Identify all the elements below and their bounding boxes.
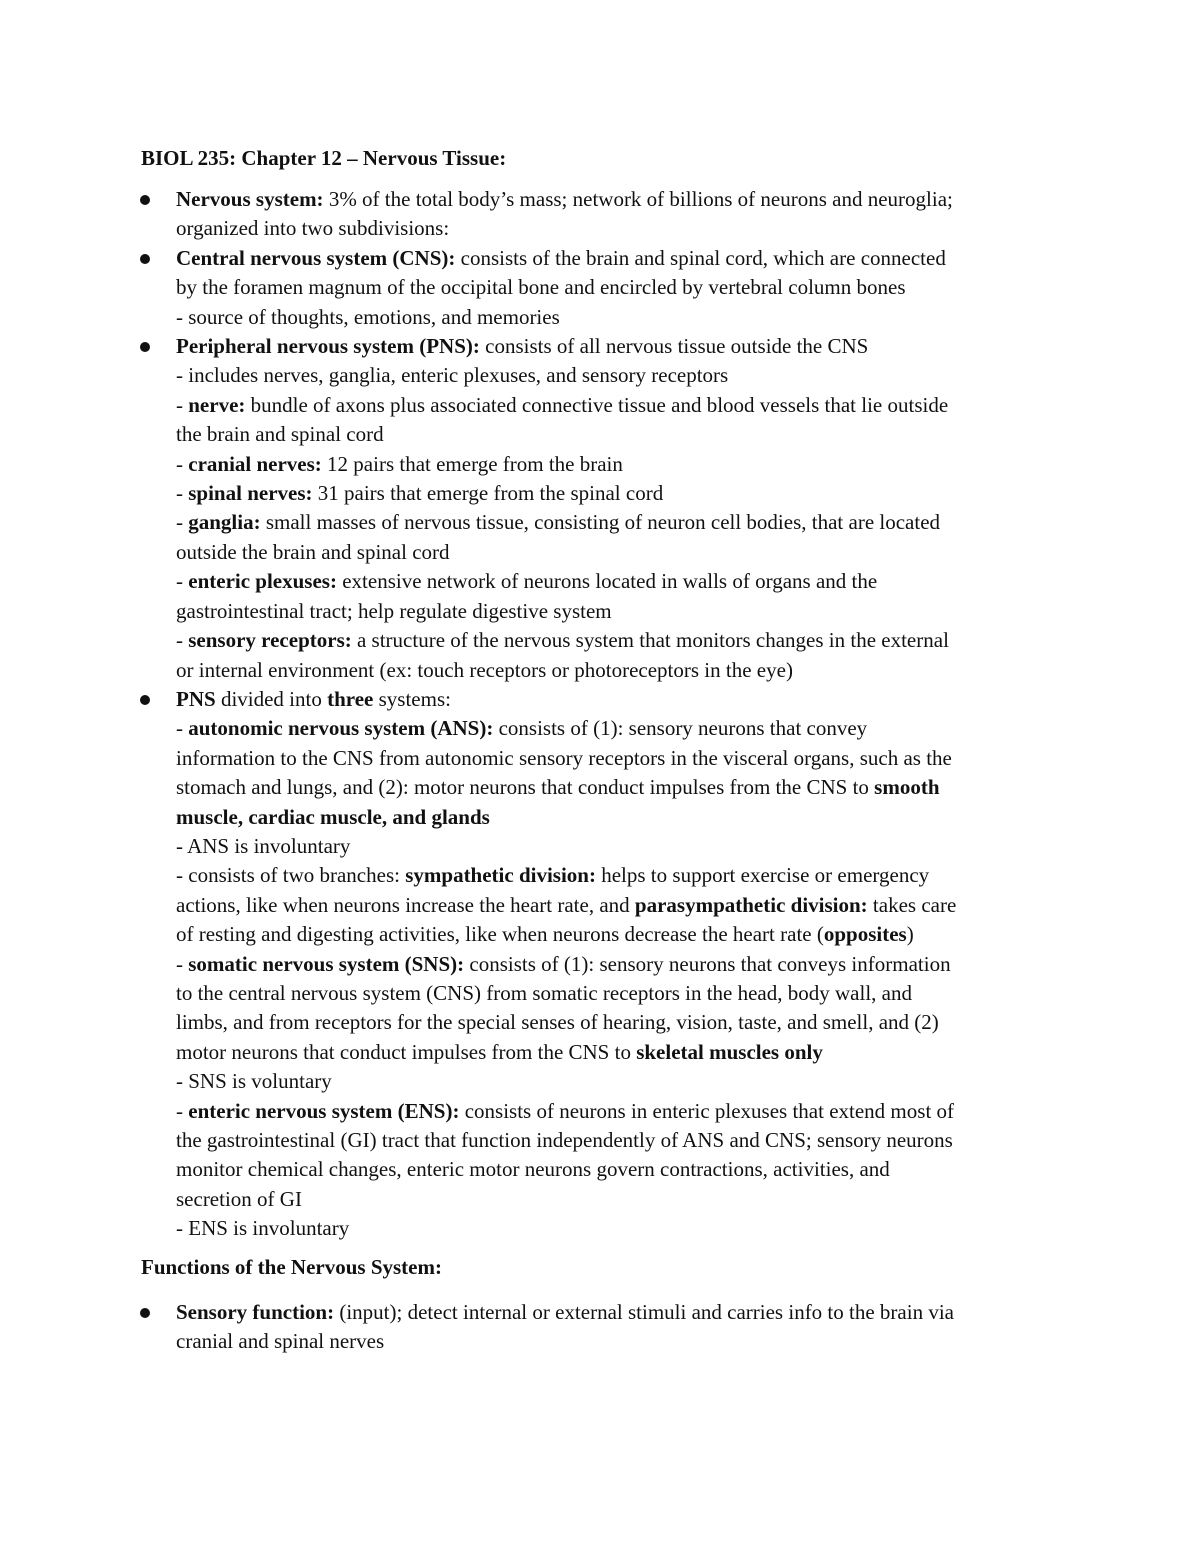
text-line xyxy=(176,214,1076,243)
bold-term: sympathetic division: xyxy=(405,863,596,888)
text-run: small masses of nervous tissue, consisting of neuron cell bodies, that are located xyxy=(260,510,941,535)
text-run: or internal environment (ex: touch receptors or photoreceptors in the eye) xyxy=(176,657,793,682)
bold-term: sensory receptors: xyxy=(188,628,352,653)
text-line xyxy=(176,361,1076,390)
text-line xyxy=(176,979,1076,1008)
text-line xyxy=(176,450,1076,479)
text-run: information to the CNS from autonomic sensory receptors in the visceral organs, such as the xyxy=(176,745,952,770)
text-line xyxy=(176,1155,1076,1184)
text-line xyxy=(176,391,1076,420)
text-run: 12 pairs that emerge from the brain xyxy=(321,451,623,476)
text-run: - xyxy=(176,628,189,653)
bold-term: spinal nerves: xyxy=(188,481,313,506)
text-line xyxy=(176,1097,1076,1126)
functions-heading: Functions of the Nervous System: xyxy=(141,1255,442,1279)
text-run: - xyxy=(176,392,189,417)
text-run: limbs, and from receptors for the special senses of hearing, vision, taste, and smell, and (2) xyxy=(176,1010,939,1035)
text-run: - xyxy=(176,1098,189,1123)
text-run: 31 pairs that emerge from the spinal cord xyxy=(312,481,664,506)
bold-term: parasympathetic division: xyxy=(634,892,868,917)
text-run: gastrointestinal tract; help regulate digestive system xyxy=(176,598,612,623)
text-run: motor neurons that conduct impulses from the CNS to xyxy=(176,1039,637,1064)
text-line xyxy=(176,891,1076,920)
text-run: secretion of GI xyxy=(176,1186,302,1211)
text-run: the brain and spinal cord xyxy=(176,422,384,447)
text-run: - xyxy=(176,510,189,535)
text-run: 3% of the total body’s mass; network of billions of neurons and neuroglia; xyxy=(323,187,953,211)
text-run: to the central nervous system (CNS) from somatic receptors in the head, body wall, and xyxy=(176,980,912,1005)
text-run: ) xyxy=(906,922,914,947)
text-run: by the foramen magnum of the occipital bone and encircled by vertebral column bones xyxy=(176,275,906,300)
text-line xyxy=(176,803,1076,832)
bullet-dot-icon xyxy=(140,1308,150,1318)
text-line xyxy=(176,744,1076,773)
text-line xyxy=(176,950,1076,979)
text-line xyxy=(176,685,1076,714)
text-line xyxy=(176,714,1076,743)
list-item xyxy=(176,685,1076,1244)
bold-term: three xyxy=(327,686,374,711)
list-item xyxy=(176,244,1076,332)
bold-term: autonomic nervous system (ANS): xyxy=(188,716,494,741)
bold-term: cranial nerves: xyxy=(188,451,322,476)
bold-term: skeletal muscles only xyxy=(636,1039,823,1064)
text-run: - ENS is involuntary xyxy=(176,1216,350,1241)
text-line xyxy=(176,1327,1076,1356)
text-line xyxy=(176,479,1076,508)
bold-term: opposites xyxy=(823,922,907,947)
text-run: extensive network of neurons located in walls of organs and the xyxy=(336,569,878,594)
text-line xyxy=(176,656,1076,685)
text-run: - xyxy=(176,481,189,506)
text-run: - consists of two branches: xyxy=(176,863,406,888)
text-run: consists of (1): sensory neurons that convey xyxy=(493,716,868,741)
bullet-dot-icon xyxy=(140,195,150,205)
nervous-system-bullet-list xyxy=(176,185,1076,1244)
text-line xyxy=(176,1008,1076,1037)
text-line xyxy=(176,597,1076,626)
text-run: systems: xyxy=(373,686,451,711)
text-run: consists of all nervous tissue outside the CNS xyxy=(479,334,869,359)
text-line xyxy=(176,920,1076,949)
text-line xyxy=(176,244,1076,273)
text-run: cranial and spinal nerves xyxy=(176,1329,385,1354)
bold-term: enteric plexuses: xyxy=(188,569,337,594)
text-run: organized into two subdivisions: xyxy=(176,216,450,241)
text-run: - xyxy=(176,951,189,976)
text-run: actions, like when neurons increase the heart rate, and xyxy=(176,892,635,917)
text-line xyxy=(176,773,1076,802)
text-line xyxy=(176,273,1076,302)
text-run: consists of neurons in enteric plexuses that extend most of xyxy=(459,1098,955,1123)
bullet-dot-icon xyxy=(140,254,150,264)
text-run: bundle of axons plus associated connective tissue and blood vessels that lie outside xyxy=(245,392,949,417)
text-run: consists of (1): sensory neurons that conveys information xyxy=(464,951,951,976)
text-run: - ANS is involuntary xyxy=(176,833,351,858)
bold-term: PNS xyxy=(176,686,216,711)
text-run: - SNS is voluntary xyxy=(176,1069,332,1094)
text-run: - source of thoughts, emotions, and memories xyxy=(176,304,560,329)
text-line xyxy=(176,1185,1076,1214)
text-line xyxy=(176,1038,1076,1067)
bold-term: Sensory function: xyxy=(176,1300,335,1324)
text-run: takes care xyxy=(867,892,957,917)
text-run: the gastrointestinal (GI) tract that function independently of ANS and CNS; sensory neurons xyxy=(176,1128,953,1152)
bold-term: somatic nervous system (SNS): xyxy=(188,951,465,976)
text-line xyxy=(176,567,1076,596)
bold-term: Nervous system: xyxy=(176,187,324,211)
text-run: - xyxy=(176,716,189,741)
text-run: - includes nerves, ganglia, enteric plexuses, and sensory receptors xyxy=(176,363,729,388)
bold-term: muscle, cardiac muscle, and glands xyxy=(176,804,490,829)
list-item xyxy=(176,1298,1076,1357)
list-item xyxy=(176,185,1076,244)
bold-term: nerve: xyxy=(188,392,246,417)
functions-bullet-list xyxy=(176,1298,1076,1357)
text-run: - xyxy=(176,569,189,594)
text-run: stomach and lungs, and (2): motor neurons that conduct impulses from the CNS to xyxy=(176,775,875,800)
text-line xyxy=(176,1126,1076,1155)
text-run: - xyxy=(176,451,189,476)
text-line xyxy=(176,508,1076,537)
text-line xyxy=(176,832,1076,861)
text-line xyxy=(176,185,1076,214)
text-run: a structure of the nervous system that monitors changes in the external xyxy=(351,628,949,653)
text-line xyxy=(176,303,1076,332)
bullet-dot-icon xyxy=(140,695,150,705)
bold-term: Central nervous system (CNS): xyxy=(176,245,456,270)
text-run: helps to support exercise or emergency xyxy=(595,863,930,888)
text-line xyxy=(176,626,1076,655)
document-title: BIOL 235: Chapter 12 – Nervous Tissue: xyxy=(141,146,507,170)
text-line xyxy=(176,861,1076,890)
text-line xyxy=(176,332,1076,361)
text-line xyxy=(176,538,1076,567)
text-run: monitor chemical changes, enteric motor neurons govern contractions, activities, and xyxy=(176,1157,890,1182)
text-run: (input); detect internal or external stimuli and carries info to the brain via xyxy=(334,1300,954,1324)
bold-term: ganglia: xyxy=(188,510,261,535)
text-run: divided into xyxy=(215,686,328,711)
text-line xyxy=(176,420,1076,449)
bold-term: Peripheral nervous system (PNS): xyxy=(176,334,480,359)
bold-term: smooth xyxy=(874,775,940,800)
bold-term: enteric nervous system (ENS): xyxy=(188,1098,460,1123)
text-run: outside the brain and spinal cord xyxy=(176,539,450,564)
text-line xyxy=(176,1298,1076,1327)
text-run: consists of the brain and spinal cord, which are connected xyxy=(455,245,946,270)
list-item xyxy=(176,332,1076,685)
text-run: of resting and digesting activities, like when neurons decrease the heart rate ( xyxy=(176,922,824,947)
text-line xyxy=(176,1067,1076,1096)
text-line xyxy=(176,1214,1076,1243)
bullet-dot-icon xyxy=(140,342,150,352)
